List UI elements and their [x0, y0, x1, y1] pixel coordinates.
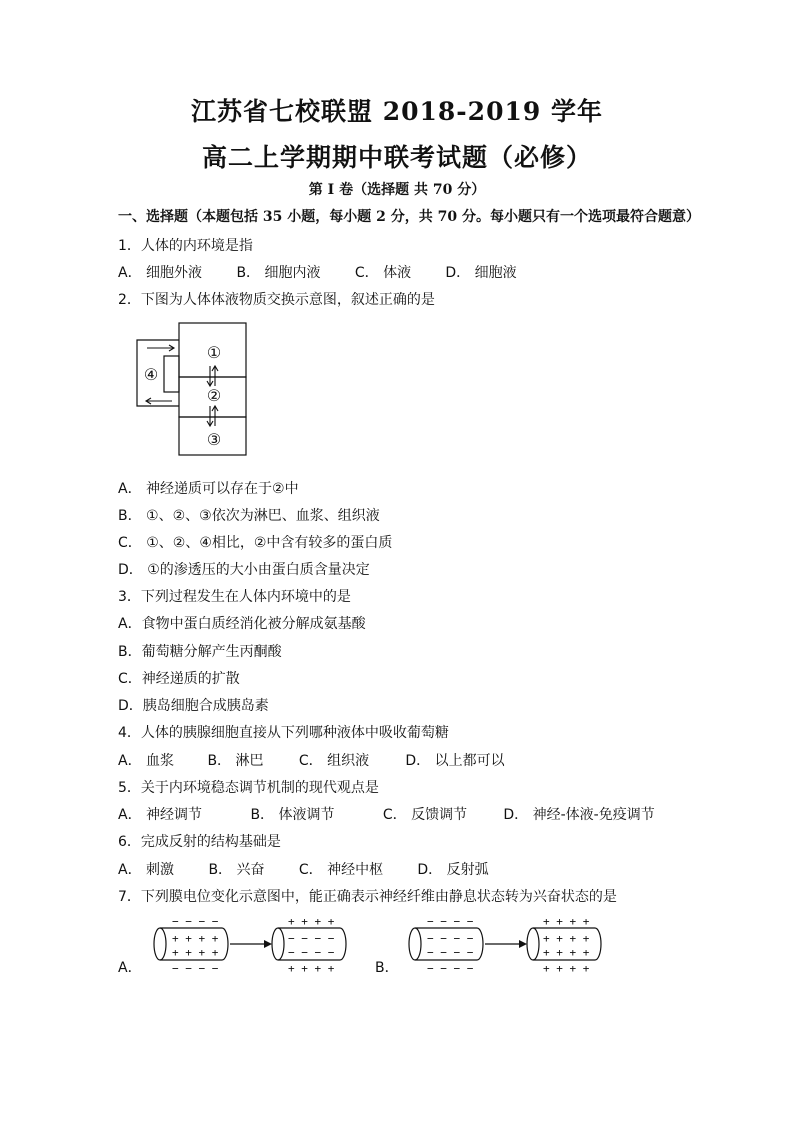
q1-option-c[interactable]: C． 体液: [354, 265, 412, 281]
q6-option-d[interactable]: D． 反射弧: [417, 862, 489, 878]
question-2-stem: 2．下图为人体体液物质交换示意图，叙述正确的是: [118, 292, 435, 308]
q6-option-b[interactable]: B． 兴奋: [208, 862, 265, 878]
q1-option-a[interactable]: A． 细胞外液: [118, 265, 203, 281]
b-right-outer-bottom: + + + +: [543, 962, 590, 974]
b-left-inner-top: − − − −: [427, 932, 474, 945]
question-1-options: [118, 262, 517, 282]
label-2: ②: [206, 386, 222, 405]
part-heading: 一、选择题（本题包括 35 小题，每小题 2 分，共 70 分。每小题只有一个选项最符合题意）: [118, 209, 700, 225]
b-left-outer-bottom: − − − −: [427, 962, 474, 974]
a-right-inner-top: − − − −: [288, 932, 335, 945]
q3-option-b[interactable]: B．葡萄糖分解产生丙酮酸: [118, 644, 282, 660]
b-right-outer-top: + + + +: [543, 916, 590, 928]
a-right-inner-bottom: − − − −: [288, 946, 335, 959]
q1-option-d[interactable]: D． 细胞液: [445, 265, 517, 281]
q4-option-a[interactable]: A． 血浆: [118, 753, 175, 769]
a-left-outer-top: − − − −: [172, 916, 219, 928]
q3-option-c[interactable]: C．神经递质的扩散: [118, 671, 240, 687]
q6-option-c[interactable]: C． 神经中枢: [298, 862, 384, 878]
exam-title: 江苏省七校联盟 2018-2019 学年: [191, 97, 603, 126]
a-right-outer-top: + + + +: [288, 916, 335, 928]
question-6-stem: 6．完成反射的结构基础是: [118, 834, 281, 850]
a-left-outer-bottom: − − − −: [172, 962, 219, 974]
a-left-inner-bottom: + + + +: [172, 946, 219, 959]
label-3: ③: [206, 430, 222, 449]
exam-subtitle: 高二上学期期中联考试题（必修）: [201, 143, 592, 172]
question-6-options: [118, 859, 489, 879]
q1-option-b[interactable]: B． 细胞内液: [236, 265, 321, 281]
b-right-inner-top: + + + +: [543, 932, 590, 945]
a-right-outer-bottom: + + + +: [288, 962, 335, 974]
question-4-options: [118, 750, 505, 770]
b-left-inner-bottom: − − − −: [427, 946, 474, 959]
question-1-stem: 1．人体的内环境是指: [118, 238, 253, 254]
q5-option-d[interactable]: D． 神经-体液-免疫调节: [503, 807, 655, 823]
b-right-inner-bottom: + + + +: [543, 946, 590, 959]
q5-option-a[interactable]: A． 神经调节: [118, 807, 203, 823]
q4-option-c[interactable]: C． 组织液: [298, 753, 370, 769]
body-fluid-exchange-diagram: [134, 322, 250, 458]
q2-option-c[interactable]: C． ①、②、④相比，②中含有较多的蛋白质: [118, 535, 393, 551]
q4-option-b[interactable]: B． 淋巴: [207, 753, 264, 769]
membrane-potential-diagram-a: [150, 916, 350, 974]
label-1: ①: [206, 343, 222, 362]
q2-option-d[interactable]: D． ①的渗透压的大小由蛋白质含量决定: [118, 562, 370, 578]
q2-option-a[interactable]: A． 神经递质可以存在于②中: [118, 481, 299, 497]
q5-option-c[interactable]: C． 反馈调节: [382, 807, 468, 823]
membrane-potential-diagram-b: [405, 916, 605, 974]
question-4-stem: 4．人体的胰腺细胞直接从下列哪种液体中吸收葡萄糖: [118, 725, 449, 741]
q3-option-a[interactable]: A．食物中蛋白质经消化被分解成氨基酸: [118, 616, 366, 632]
section-title: 第 I 卷（选择题 共 70 分）: [308, 182, 486, 198]
q7-option-a-label[interactable]: A．: [118, 960, 142, 976]
question-3-stem: 3．下列过程发生在人体内环境中的是: [118, 589, 351, 605]
question-7-stem: 7．下列膜电位变化示意图中，能正确表示神经纤维由静息状态转为兴奋状态的是: [118, 889, 617, 905]
q2-option-b[interactable]: B． ①、②、③依次为淋巴、血浆、组织液: [118, 508, 380, 524]
q5-option-b[interactable]: B． 体液调节: [250, 807, 335, 823]
q6-option-a[interactable]: A． 刺激: [118, 862, 175, 878]
label-4: ④: [143, 365, 159, 384]
q4-option-d[interactable]: D． 以上都可以: [405, 753, 505, 769]
b-left-outer-top: − − − −: [427, 916, 474, 928]
q7-option-b-label[interactable]: B．: [375, 960, 399, 976]
question-5-stem: 5．关于内环境稳态调节机制的现代观点是: [118, 780, 379, 796]
a-left-inner-top: + + + +: [172, 932, 219, 945]
q3-option-d[interactable]: D．胰岛细胞合成胰岛素: [118, 698, 269, 714]
question-5-options: [118, 804, 655, 824]
